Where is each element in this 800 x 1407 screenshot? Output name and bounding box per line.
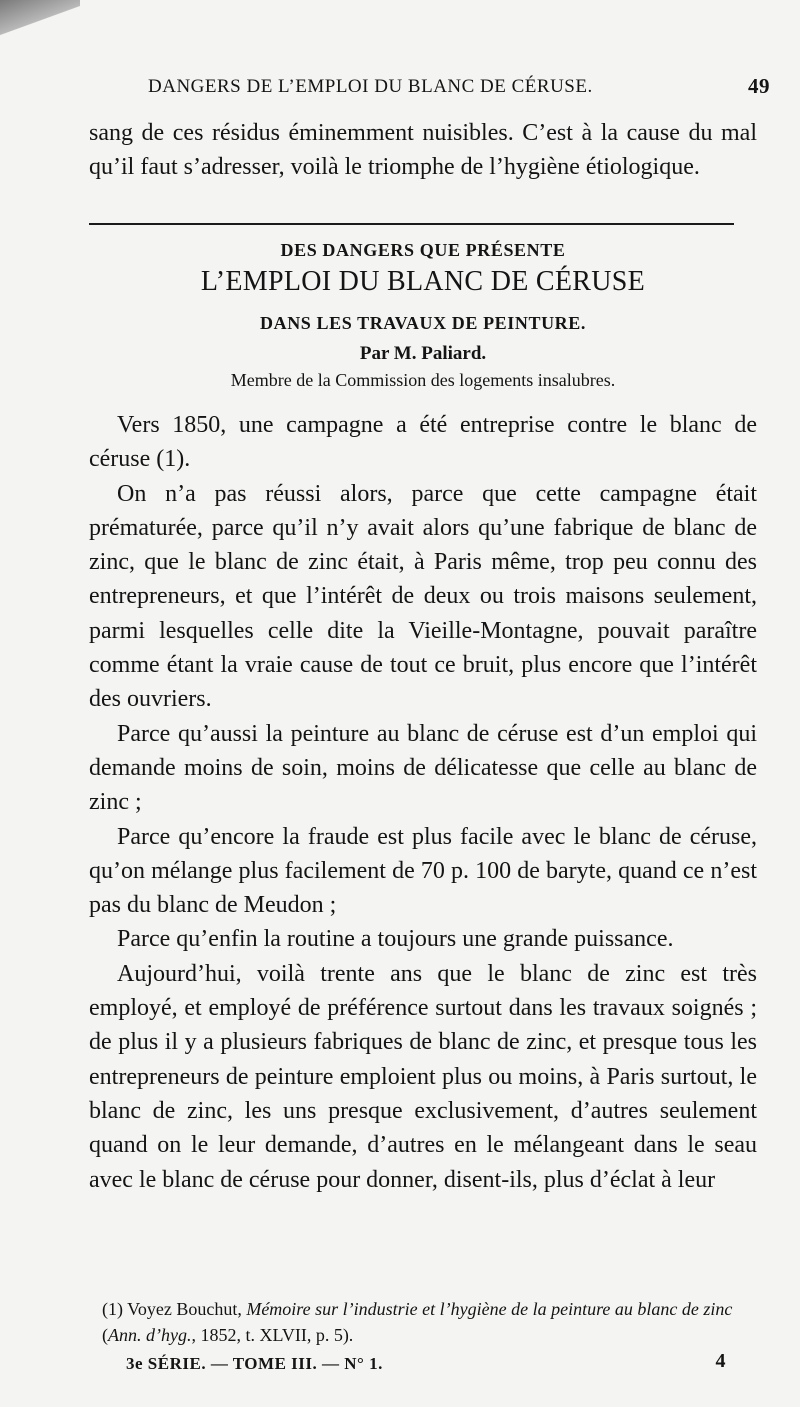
intro-text xyxy=(89,116,757,185)
footnote-source-open: ( xyxy=(102,1325,108,1345)
body-paragraph: Aujourd’hui, voilà trente ans que le blanc de zinc est très employé, et employé de préférence surtout dans les travaux soignés ; de plus il y a plusieurs fabriques de blanc de zinc, et presque tous les entrepreneurs de peinture emploient plus ou moins, à Paris surtout, le blanc de zinc, les uns presque exclusivement, d’autres seulement quand on le leur demande, d’autres en le mélangeant dans le seau avec le blanc de céruse pour donner, disent-ils, plus d’éclat à leur xyxy=(89,960,757,1193)
intro-paragraph: sang de ces résidus éminemment nuisibles. C’est à la cause du mal qu’il faut s’adresser, voilà le triomphe de l’hygiène étiologique. xyxy=(89,120,757,181)
article-title: L’EMPLOI DU BLANC DE CÉRUSE xyxy=(200,266,646,297)
running-head xyxy=(148,76,770,104)
article-subtitle: DANS LES TRAVAUX DE PEINTURE. xyxy=(260,313,586,333)
body-paragraph: Parce qu’encore la fraude est plus facile avec le blanc de céruse, qu’on mélange plus facilement de 70 p. 100 de baryte, quand ce n’est pas du blanc de Meudon ; xyxy=(89,823,757,919)
footnote xyxy=(102,1296,754,1348)
page-number: 49 xyxy=(748,74,770,98)
page-fold-corner xyxy=(0,0,80,48)
body-paragraph: Parce qu’aussi la peinture au blanc de céruse est d’un emploi qui demande moins de soin, moins de délicatesse que celle au blanc de zinc ; xyxy=(89,720,757,816)
body-paragraph: Parce qu’enfin la routine a toujours une grande puissance. xyxy=(117,926,674,953)
signature-text: 3e SÉRIE. — TOME III. — N° 1. xyxy=(126,1354,383,1373)
article-body xyxy=(89,408,757,1197)
article-author: Par M. Paliard. xyxy=(359,343,487,364)
signature-line xyxy=(126,1350,726,1374)
footnote-work: Mémoire sur l’industrie et l’hygiène de la peinture au blanc de zinc xyxy=(246,1299,733,1319)
body-paragraph: Vers 1850, une campagne a été entreprise contre le blanc de céruse (1). xyxy=(89,412,757,473)
signature-number: 4 xyxy=(715,1350,726,1372)
footnote-tail: , 1852, t. XLVII, p. 5). xyxy=(191,1325,354,1345)
body-paragraph: On n’a pas réussi alors, parce que cette campagne était prématurée, parce qu’il n’y avait alors qu’une fabrique de blanc de zinc, que le blanc de zinc était, à Paris même, trop peu connu des entrepreneurs, et que l’intérêt de deux ou trois maisons seulement, parmi lesquelles celle dite la Vieille-Montagne, pouvait paraître comme étant la vraie cause de tout ce bruit, plus encore que l’intérêt des ouvriers. xyxy=(89,480,757,713)
article-affiliation: Membre de la Commission des logements insalubres. xyxy=(230,370,616,390)
running-head-title: DANGERS DE L’EMPLOI DU BLANC DE CÉRUSE. xyxy=(148,76,593,97)
footnote-lead: (1) Voyez Bouchut, xyxy=(102,1299,247,1319)
section-rule xyxy=(89,223,734,225)
footnote-journal: Ann. d’hyg. xyxy=(108,1325,192,1345)
article-kicker: DES DANGERS QUE PRÉSENTE xyxy=(280,240,566,260)
